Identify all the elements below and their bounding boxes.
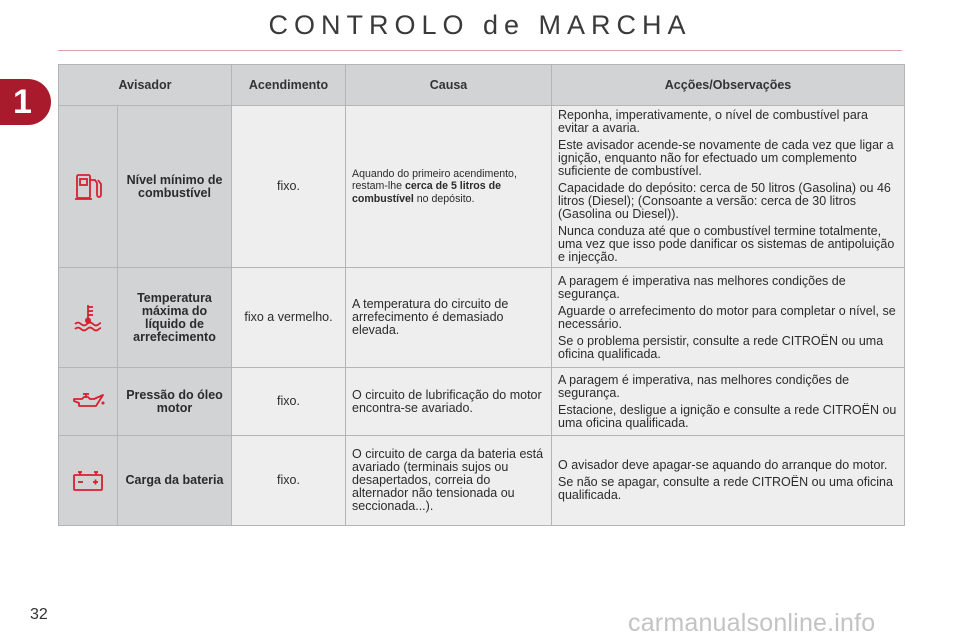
table-header-row [59, 65, 905, 106]
action-paragraph: Se o problema persistir, consulte a rede CITROËN ou uma oficina qualificada. [558, 333, 884, 361]
action-paragraph: A paragem é imperativa, nas melhores condições de segurança. [558, 372, 850, 400]
warning-name: Carga da bateria [118, 436, 232, 526]
chapter-tab: 1 [0, 79, 51, 125]
actions-cell [552, 436, 905, 526]
watermark: carmanualsonline.info [628, 609, 876, 637]
icon-cell [59, 368, 118, 436]
actions-cell [552, 368, 905, 436]
column-header-cause: Causa [346, 65, 552, 106]
table-row-battery-charge [59, 436, 905, 526]
lighting-value: fixo. [232, 436, 346, 526]
actions-cell [552, 268, 905, 368]
cause-text: O circuito de carga da bateria está avariado (terminais sujos ou desapertados, correia do alternador não tensionada ou seccionada...). [346, 436, 552, 526]
fuel-pump-icon [60, 172, 116, 202]
action-paragraph: Este avisador acende-se novamente de cada vez que ligar a ignição, enquanto não for efectuado um complemento suficiente de combustível. [558, 138, 894, 178]
lighting-value: fixo. [232, 368, 346, 436]
action-paragraph: A paragem é imperativa nas melhores condições de segurança. [558, 273, 846, 301]
action-paragraph: Nunca conduza até que o combustível termine totalmente, uma vez que isso pode danificar os sistemas de antipoluição e injecção. [558, 224, 895, 264]
action-paragraph: Se não se apagar, consulte a rede CITROËN ou uma oficina qualificada. [558, 475, 893, 502]
cause-text [346, 106, 552, 268]
lighting-value: fixo. [232, 106, 346, 268]
icon-cell [59, 268, 118, 368]
action-paragraph: Aguarde o arrefecimento do motor para completar o nível, se necessário. [558, 303, 896, 331]
warning-name: Pressão do óleo motor [118, 368, 232, 436]
cause-text: A temperatura do circuito de arrefecimento é demasiado elevada. [346, 268, 552, 368]
icon-cell [59, 436, 118, 526]
column-header-warning: Avisador [59, 65, 232, 106]
oil-can-icon [60, 391, 116, 413]
cause-text-start: Aquando do primeiro acendimento, restam-lhe [352, 167, 517, 193]
action-paragraph: Estacione, desligue a ignição e consulte a rede CITROËN ou uma oficina qualificada. [558, 402, 897, 430]
cause-text-end: no depósito. [416, 192, 475, 205]
title-divider [58, 50, 902, 51]
action-paragraph: Reponha, imperativamente, o nível de combustível para evitar a avaria. [558, 108, 868, 135]
coolant-temperature-icon [60, 303, 116, 333]
action-paragraph: O avisador deve apagar-se aquando do arranque do motor. [558, 458, 888, 472]
icon-cell [59, 106, 118, 268]
action-paragraph: Capacidade do depósito: cerca de 50 litros (Gasolina) ou 46 litros (Diesel); (Consoante a versão: cerca de 30 litros (Gasolina ou Diesel)). [558, 181, 891, 221]
cause-text-bold: cerca de 5 litros de combustível [352, 180, 501, 205]
table-row-fuel-level [59, 106, 905, 268]
warning-name: Nível mínimo de combustível [118, 106, 232, 268]
lighting-value: fixo a vermelho. [232, 268, 346, 368]
table-row-oil-pressure [59, 368, 905, 436]
warning-lights-table [58, 64, 905, 526]
column-header-lighting: Acendimento [232, 65, 346, 106]
table-row-coolant-temperature [59, 268, 905, 368]
page-number: 32 [30, 606, 48, 623]
column-header-actions: Acções/Observações [552, 65, 905, 106]
warning-name: Temperatura máxima do líquido de arrefecimento [118, 268, 232, 368]
battery-icon [60, 470, 116, 492]
page-title: CONTROLO de MARCHA [268, 10, 692, 40]
actions-cell [552, 106, 905, 268]
cause-text: O circuito de lubrificação do motor encontra-se avariado. [346, 368, 552, 436]
